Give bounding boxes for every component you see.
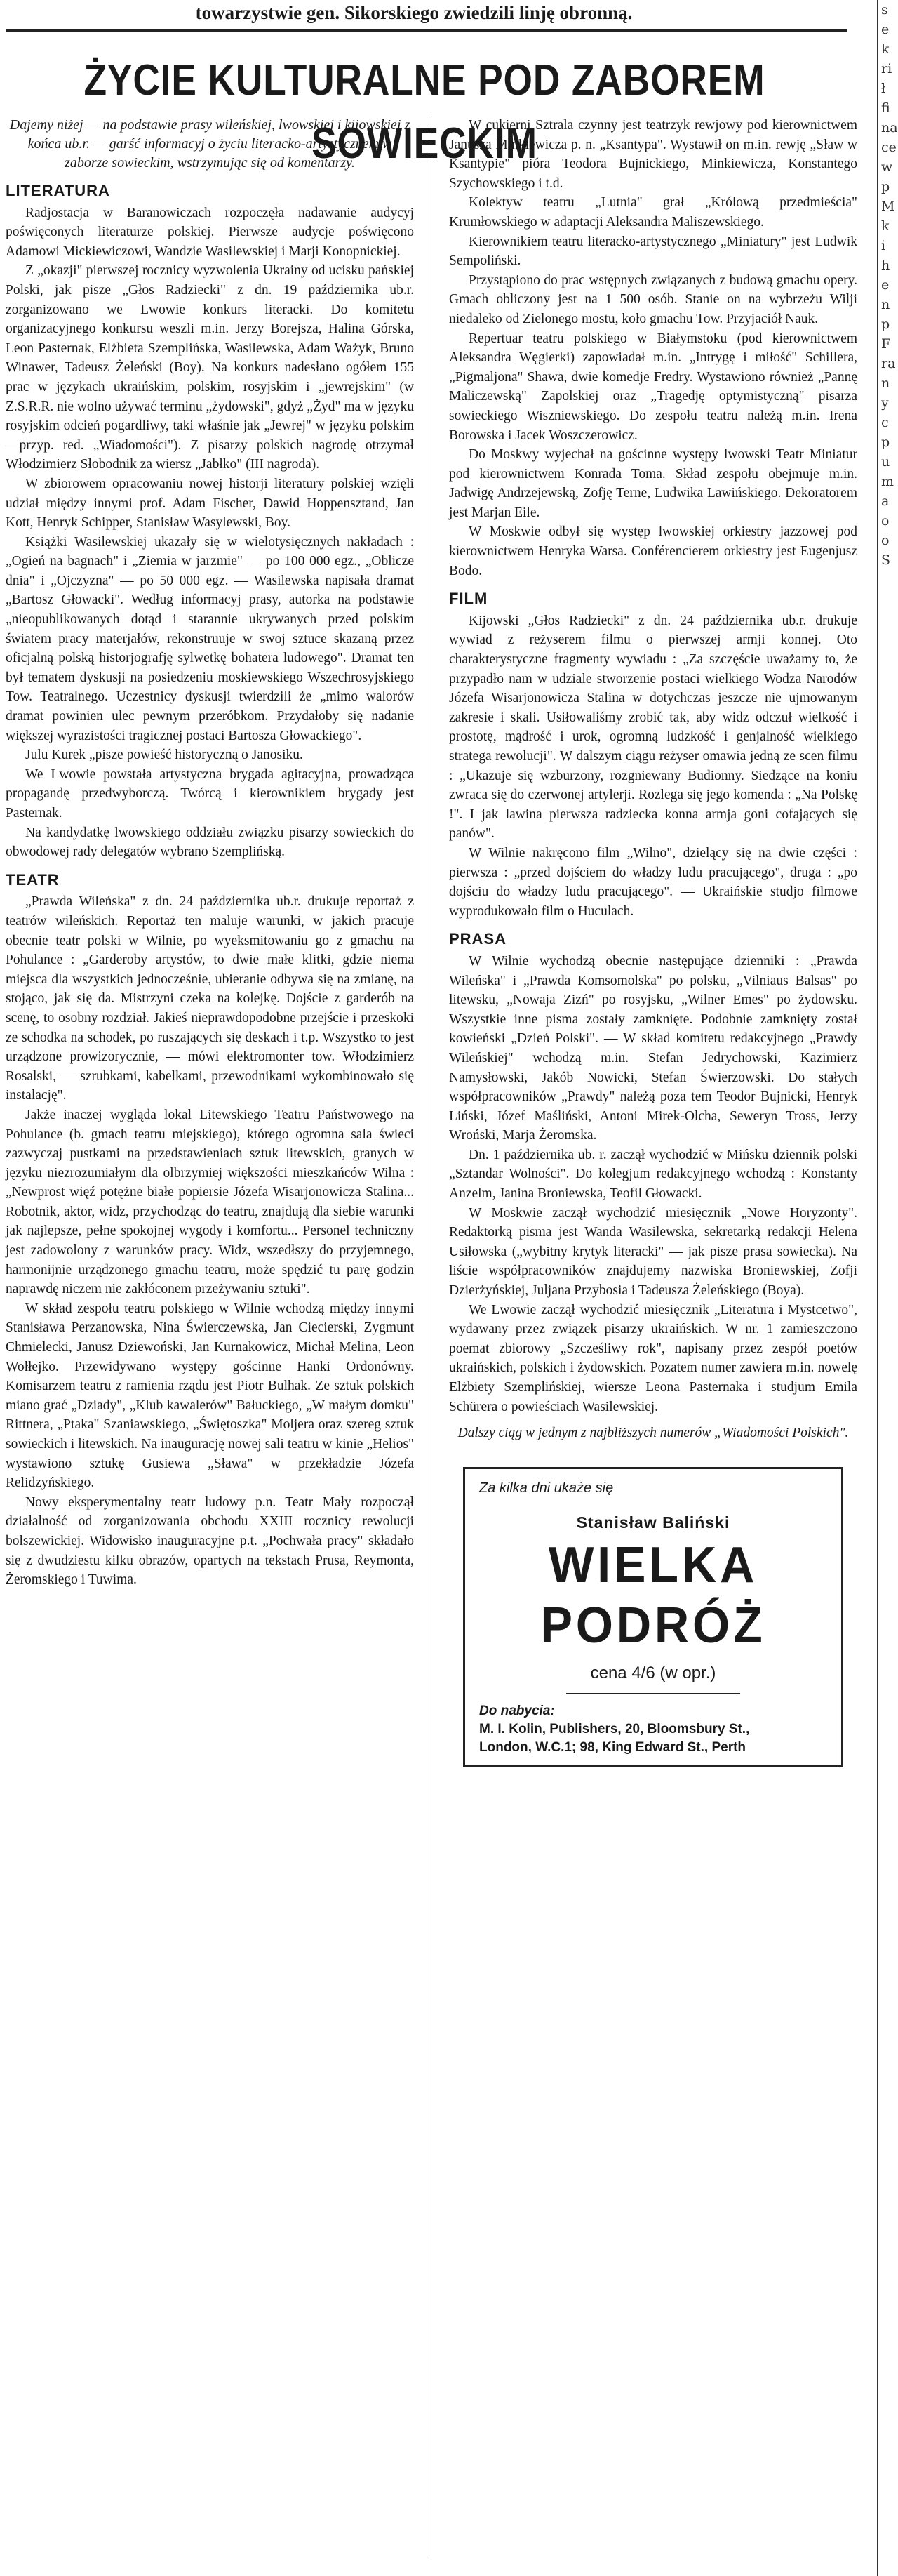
ad-book-title-line2: PODRÓŻ	[540, 1597, 766, 1654]
next-page-edge-rule	[877, 0, 878, 2576]
article-title: ŻYCIE KULTURALNE POD ZABOREM SOWIECKIM	[83, 56, 765, 168]
edge-fragment: u	[881, 454, 890, 470]
edge-fragment: c	[881, 415, 889, 430]
edge-fragment: S	[881, 552, 891, 568]
edge-fragment: fi	[881, 100, 890, 116]
article-paragraph: W Moskwie odbył się występ lwowskiej orkiestry jazzowej pod kierownictwem Henryka Warsa. Conférencierem orkiestry jest Eugenjusz Bodo.	[449, 524, 857, 578]
ad-address-line2: London, W.C.1; 98, King Edward St., Perth	[479, 1740, 746, 1755]
edge-fragment: ł	[881, 81, 886, 96]
article-paragraph: Julu Kurek „pisze powieść historyczną o Janosiku.	[25, 748, 303, 763]
ad-address-line1: M. I. Kolin, Publishers, 20, Bloomsbury St.,	[479, 1722, 750, 1737]
edge-fragment: h	[881, 258, 890, 273]
edge-fragment: k	[881, 218, 890, 234]
edge-fragment: e	[881, 277, 890, 293]
article-paragraph: W Wilnie wychodzą obecnie następujące dzienniki : „Prawda Wileńska" i „Prawda Komsomolska" po polsku, „Vilniaus Balsas" po litewsku, „Nowaja Zizń" po rosyjsku, „Wilner Emes" po żydowsku. Wszystkie inne pisma zostały zamknięte. Podobnie zamknięty został kowieński „Dzień Polski". — W skład komitetu redakcyjnego „Prawdy Wileńskiej" wchodzą m.in. Stefan Jedrychowski, Kazimierz Namysłowski, Jakób Nowicki, Stefan Świerzowski. Do stałych współpracowników „Prawdy" należą poza tem Teodor Bujnicki, Henryk Liński, Józef Maśliński, Antoni Mirek-Olcha, Seweryn Tross, Jerzy Wroński, Marja Żeromska.	[449, 953, 857, 1143]
ad-book-title-line1: WIELKA	[548, 1536, 758, 1593]
edge-fragment: o	[881, 533, 890, 548]
edge-fragment: w	[881, 159, 893, 175]
edge-fragment: p	[881, 317, 890, 332]
edge-fragment: m	[881, 474, 894, 489]
top-rule	[6, 29, 847, 32]
article-paragraph: W Moskwie zaczął wychodzić miesięcznik „Nowe Horyzonty". Redaktorką pisma jest Wanda Wasilewska, sekretarką redakcji Helena Usiłowska („wybitny krytyk literacki" — jak pisze prasa sowiecka). Na liście współpracowników znajdujemy nazwiska Broniewskiej, Zofji Dzierżyńskiej, Juljana Przybosia i Tadeusza Żeleńskiego (Boya).	[449, 1205, 857, 1299]
article-intro: Dajemy niżej — na podstawie prasy wileńskiej, lwowskiej i kijowskiej z końca ub.r. — garść informacyj o życiu literacko-artystycznem w zaborze sowieckim, wstrzymując się od komentarzy.	[9, 117, 410, 171]
next-page-edge-fragments	[881, 0, 898, 2576]
ad-price: cena 4/6 (w opr.)	[590, 1663, 716, 1682]
edge-fragment: p	[881, 434, 890, 450]
article-paragraph: Z „okazji" pierwszej rocznicy wyzwolenia Ukrainy od ucisku pańskiej Polski, jak pisze „Głos Radziecki" z dn. 19 października ub.r. zorganizowano we Lwowie konkurs literacki. Do komitetu organizacyjnego konkursu weszli m.in. Jerzy Borejsza, Halina Górska, Leon Pasternak, Elżbieta Szemplińska, Wasilewska, Adam Ważyk, Bruno Winawer, Tadeusz Żeleński (Boy). Na konkurs nadesłano ogółem 155 prac w językach ukraińskim, polskim, rosyjskim i „jewrejskim" (w Z.S.R.R. nie wolno używać terminu „żydowski", gdyż „Żyd" ma w języku rosyjskim odcień pogardliwy, taki właśnie jak „Jewrej" w języku polskim —przyp. red. „Wiadomości"). Z pisarzy polskich nagrodę otrzymał Włodzimierz Słobodnik za wiersz „Jabłko" (III nagroda).	[6, 263, 414, 472]
article-paragraph: W Wilnie nakręcono film „Wilno", dzielący się na dwie części : pierwsza : „przed dojściem do władzy ludu pracującego", druga : „po dojściu do władzy ludu pracującego". — Ukraińskie studjo filmowe wyprodukowało film o Huculach.	[449, 845, 857, 919]
edge-fragment: y	[881, 395, 889, 411]
edge-fragment: ce	[881, 140, 897, 155]
edge-fragment: F	[881, 336, 891, 352]
edge-fragment: a	[881, 493, 890, 509]
edge-fragment: n	[881, 297, 890, 312]
edge-fragment: ra	[881, 356, 896, 371]
article-paragraph: W cukierni Sztrala czynny jest teatrzyk rewjowy pod kierownictwem Janusza Minkiewicza p. n. „Ksantypa". Wystawił on m.in. rewję „Sław w Ksantypie" pióra Teodora Bujnickiego, Minkiewicza, Konstantego Szychowskiego i t.d.	[449, 118, 857, 191]
article-paragraph: Dn. 1 października ub. r. zaczął wychodzić w Mińsku dziennik polski „Sztandar Wolności". Do kolegjum redakcyjnego wchodzą : Konstanty Anzelm, Janina Broniewska, Teofil Głowacki.	[449, 1147, 857, 1202]
edge-fragment: ri	[881, 61, 892, 77]
edge-fragment: k	[881, 41, 890, 57]
article-paragraph: We Lwowie powstała artystyczna brygada agitacyjna, prowadząca propagandę przedwyborczą. Twórcą i kierownikiem brygady jest Pasternak.	[6, 766, 414, 821]
left-column-body	[6, 181, 414, 1590]
ad-available-label: Do nabycia:	[479, 1703, 555, 1718]
article-paragraph: Kolektyw teatru „Lutnia" grał „Królową przedmieścia" Krumłowskiego w adaptacji Aleksandra Maliszewskiego.	[449, 195, 857, 230]
article-paragraph: Radjostacja w Baranowiczach rozpoczęła nadawanie audycyj poświęconych literaturze polskiej. Pierwsze audycje poświęcono Adamowi Mickiewiczowi, Wandzie Wasilewskiej i Marji Konopnickiej.	[6, 205, 414, 259]
article-paragraph: Do Moskwy wyjechał na gościnne występy lwowski Teatr Miniatur pod kierownictwem Konrada Toma. Skład zespołu obejmuje m.in. Jadwigę Andrzejewską, Zofję Terne, Ludwika Lawińskiego. Dekoratorem jest Marjan Eile.	[449, 447, 857, 520]
left-column	[6, 116, 414, 2558]
edge-fragment: p	[881, 179, 890, 194]
article-paragraph: „Prawda Wileńska" z dn. 24 października ub.r. drukuje reportaż z teatrów wileńskich. Reportaż ten maluje warunki, w jakich pracuje obecnie teatr polski w Wilnie, po wyeksmitowaniu go z gmachu na Pohulance : „Garderoby artystów, to dwie małe klitki, gdzie niema miejsca dla wszystkich jednocześnie, ubieranie odbywa się na zmianę, na stojąco, jak się da. Mistrzyni czeka na kolejkę. Dojście z garderób na scenę, to osobny rozdział. Jakieś nieprawdopodobne przejście i przeskoki ze schodka na schodek, po ruszających się deskach i t.p. Wszystko to jest urządzone prowizorycznie, — mówi elektromonter tow. Włodzimierz Rosalski, — szrubkami, kabelkami, przewodnikami wykombinowało się instalację".	[6, 894, 414, 1103]
ad-author: Stanisław Baliński	[576, 1513, 730, 1532]
article-paragraph: Na kandydatkę lwowskiego oddziału związku pisarzy sowieckich do obwodowej rady delegatów wybrano Szemplińską.	[6, 825, 414, 860]
article-paragraph: Repertuar teatru polskiego w Białymstoku (pod kierownictwem Aleksandra Węgierki) zapowiadał m.in. „Intrygę i miłość" Schillera, „Pigmaljona" Shawa, dwie komedje Fredry. Wystawiono również „Pannę Maliczewską" Zapolskiej oraz „Tragedję optymistyczną" pisarza sowieckiego Wiszniewskiego. Do zespołu teatru należą m.in. Irena Borowska i Jacek Woszczerowicz.	[449, 331, 857, 443]
section-heading: LITERATURA	[6, 182, 110, 199]
article-paragraph: Książki Wasilewskiej ukazały się w wielotysięcznych nakładach : „Ogień na bagnach" i „Ziemia w jarzmie" — po 100 000 egz., „Oblicze dnia" i „Ojczyzna" — po 50 000 egz. — Wasilewska napisała dramat „Bartosz Głowacki". Według informacyj prasy, autorka na podstawie „nieopublikowanych dotąd i starannie ukrywanych przed polskim światem pracy materjałów, rekonstruuje w swoj sztuce skazaną przez oficjalną polską historjografję sylwetkę bohatera ludowego". Dramat ten był tematem dyskusji na posiedzeniu moskiewskiego Wszechrosyjskiego Tow. Teatralnego. Uczestnicy dyskusji twierdzili że „mimo walorów dramat powinien ulec pewnym przeróbkom. Przydałoby się nadanie większej wyrazistości tragicznej postaci Bartosza Głowackiego".	[6, 534, 414, 743]
section-heading: TEATR	[6, 870, 60, 889]
edge-fragment: s	[881, 2, 888, 18]
ad-lead-text: Za kilka dni ukaże się	[479, 1480, 614, 1496]
article-paragraph: W skład zespołu teatru polskiego w Wilnie wchodzą między innymi Stanisława Perzanowska, Nina Świerczewska, Jan Ciecierski, Zygmunt Chmielecki, Janusz Dziewoński, Jan Kurnakowicz, Michał Melina, Leon Wołłejko. Przewidywano występy gościnne Hanki Ordonówny. Komisarzem teatru z ramienia rządu jest Piotr Bulhak. Ze sztuk polskich miano grać „Dziady", „Klub kawalerów" Bałuckiego, „W małym domku" Rittnera, „Ptaka" Szaniawskiego, „Świętoszka" Moljera oraz szereg sztuk sowieckich i litewskich. Na inaugurację nowej sali teatru w kinie „Helios" wystawiono sztukę Gusiewa „Sława" w przekładzie Józefa Relidzyńskiego.	[6, 1301, 414, 1491]
article-paragraph: Kierownikiem teatru literacko-artystycznego „Miniatury" jest Ludwik Sempoliński.	[449, 234, 857, 269]
book-advertisement	[463, 1467, 843, 1767]
section-heading: PRASA	[449, 930, 507, 948]
article-paragraph: Jakże inaczej wygląda lokal Litewskiego Teatru Państwowego na Pohulance (b. gmach teatru miejskiego), którego ogromna sala świeci zazwyczaj pustkami na przedstawieniach sztuk litewskich, granych w języku niezrozumiałym dla olbrzymiej większości mieszkańców Wilna : „Newprost więź potężne białe popiersie Józefa Wisarjonowicza Stalina... Robotnik, aktor, widz, przychodząc do teatru, znajdują dla siebie warunki jak najlepsze, pełne spokojnej wygody i komfortu... Personel techniczny jest zadowolony z warunków pracy. Widz, wszedłszy do przyjemnego, harmonijnie urządzonego gmachu teatru, może spędzić tu parę godzin naprawdę niczem nie zakłóconem przeżywaniu sztuki".	[6, 1107, 414, 1297]
edge-fragment: n	[881, 376, 890, 391]
edge-fragment: o	[881, 513, 890, 529]
article-paragraph: W zbiorowem opracowaniu nowej historji literatury polskiej wzięli udział między innymi prof. Adam Fischer, Dawid Hoppensztand, Jan Kott, Henryk Schipper, Stanisław Wasylewski, Boy.	[6, 476, 414, 531]
right-column	[449, 116, 857, 2558]
edge-fragment: i	[881, 238, 886, 253]
right-column-body	[449, 116, 857, 1416]
edge-fragment: na	[881, 120, 898, 135]
edge-fragment: e	[881, 22, 890, 37]
article-paragraph: Kijowski „Głos Radziecki" z dn. 24 października ub.r. drukuje wywiad z reżyserem filmu o pierwszej armji konnej. Oto charakterystyczne fragmenty wywiadu : „Za szczęście uważamy to, że przypadło nam w udziale stworzenie postaci wielkiego Wodza Narodów Józefa Wisarjonowicza Stalina w dotychczas jeszcze nie ujmowanym zakresie i skali. Usiłowaliśmy zrobić tak, aby widz odczuł wielkość i prostotę, mądrość i urok, ogromną ludzkość i genjalność wielkiego stratega rewolucji". W dalszym ciągu reżyser omawia jedną ze scen filmu : „Ukazuje się wzburzony, rozgniewany Budionny. Siedzące na koniu zwraca się do czerwonej artylerji. Rozlega się jego komenda : „Na Polskę !". I jak lawina pierwsza radziecka konna armja goni cofających się panów".	[449, 613, 857, 842]
section-heading: FILM	[449, 590, 488, 608]
edge-fragment: M	[881, 199, 895, 214]
previous-article-tail: towarzystwie gen. Sikorskiego zwiedzili linję obronną.	[195, 2, 633, 23]
continuation-note: Dalszy ciąg w jednym z najbliższych numerów „Wiadomości Polskich".	[457, 1426, 849, 1441]
article-paragraph: Przystąpiono do prac wstępnych związanych z budową gmachu opery. Gmach obliczony jest na 1 500 osób. Stanie on na wybrzeżu Wilji niedaleko od Zielonego mostu, koło gmachu Tow. Przyjaciół Nauk.	[449, 272, 857, 326]
ad-divider	[566, 1693, 740, 1694]
article-paragraph: Nowy eksperymentalny teatr ludowy p.n. Teatr Mały rozpoczął działalność od zorganizowania obchodu XXIII rocznicy rewolucji bolszewickiej. Widowisko inauguracyjne p.t. „Pochwała pracy" składało się z dwudziestu kilku obrazów, opartych na tekstach Prusa, Reymonta, Żeromskiego i Tuwima.	[6, 1494, 414, 1588]
article-paragraph: We Lwowie zaczął wychodzić miesięcznik „Literatura i Mystcetwo", wydawany przez związek pisarzy ukraińskich. W nr. 1 zamieszczono poemat zbiorowy „Szcześliwy rok", napisany przez zespół poetów ukraińskich, polskich i żydowskich. Pozatem numer zawiera m.in. nowelę Elżbiety Szemplińskiej, wiersze Leona Pasternaka i studjum Emila Schürera o powieściach Wasilewskiej.	[449, 1302, 857, 1414]
